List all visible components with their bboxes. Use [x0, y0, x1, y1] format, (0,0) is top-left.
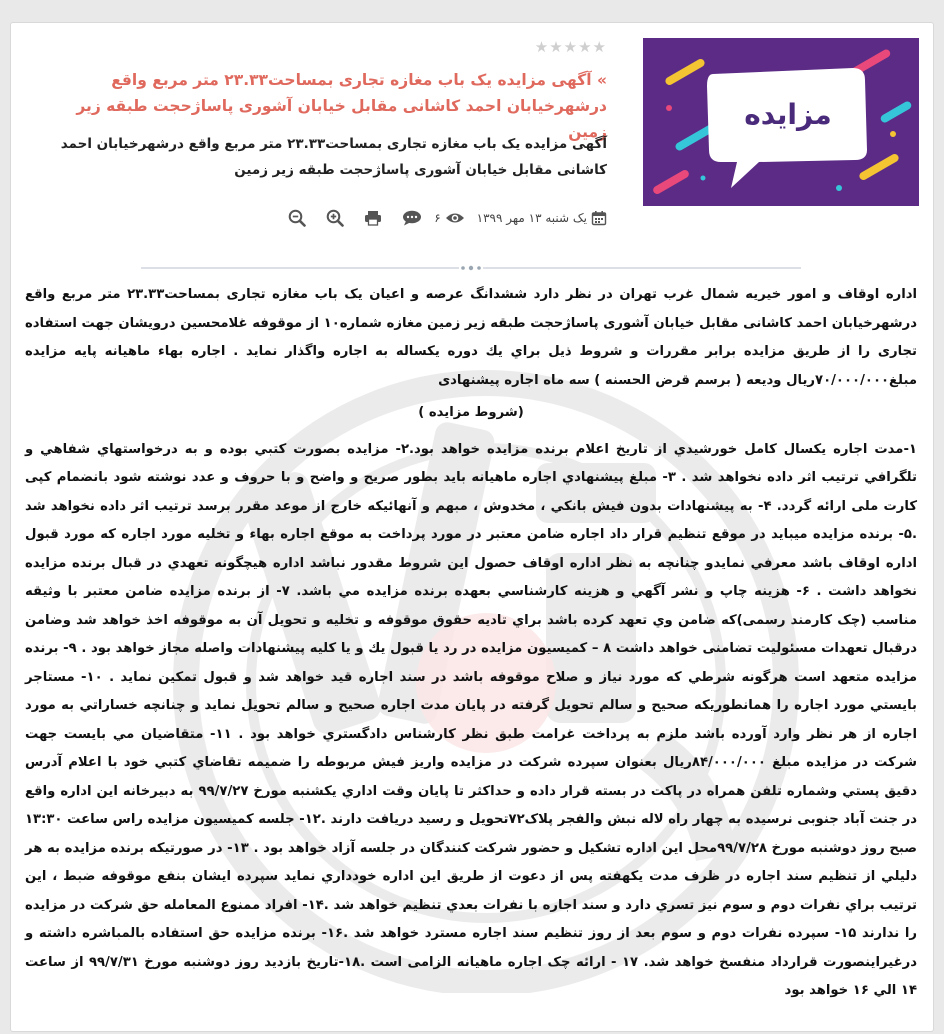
- comments-button[interactable]: [402, 210, 422, 226]
- thumbnail-label: مزایده: [744, 98, 832, 131]
- article-body: [25, 281, 917, 1006]
- auction-thumbnail[interactable]: [643, 38, 919, 206]
- zoom-out-button[interactable]: [288, 209, 306, 227]
- conditions-heading: (شروط مزايده ): [418, 405, 524, 420]
- print-button[interactable]: [364, 210, 382, 226]
- article-summary: آگهی مزایده یک باب مغازه تجاری بمساحت۲۳.۳۳ متر مربع واقع درشهرخیابان احمد کاشانی مقابل خیابان آشوری پاساژحجت طبقه زیر زمین: [60, 136, 607, 178]
- comment-bubble-icon: [402, 210, 422, 226]
- article-meta-bar: [187, 203, 607, 233]
- news-card: [10, 22, 934, 1032]
- views-item: [434, 211, 464, 225]
- zoom-out-icon: [288, 209, 306, 227]
- date-item: [477, 210, 607, 226]
- auction-conditions: ۱-مدت اجاره يكسال كامل خورشيدي از تاريخ اعلام برنده مزايده خواهد بود.۲- مزايده بصورت كتبي بوده و به درخواستهاي شفاهي و تلگرافي ترتيب اثر داده نخواهد شد . ۳- مبلغ پيشنهادي اجاره ماهيانه بايد بطور صريح و واضح و با حروف و عدد نوشته شود بانضمام کپی کارت ملی ارائه گردد. ۴- به پيشنهادات بدون فيش بانكي ، مخدوش ، مبهم و آنهائيكه خارج از موعد مقرر برسد ترتيب اثر داده نخواهد شد .۵- برنده مزايده ميبايد در موقع تنظيم قرار داد اجاره ضامن معتبر در مورد پرداخت به موقع اجاره بهاء و تخليه مورد اجاره كه مورد قبول اداره اوقاف باشد معرفي نمايدو چنانچه به نظر اداره اوقاف حصول اين شروط مقدور نباشد اداره هيچگونه تعهدي در قبال برنده مزايده نخواهد داشت . ۶- هزينه چاپ و نشر آگهي و هزينه كارشناسي بعهده برنده مزايده مي باشد. ۷- از برنده مزايده ضامن معتبر با وثيقه مناسب (چک کارمند رسمی)كه ضامن وي تعهد كرده باشد براي تاديه حقوق موقوفه و تخليه و تحويل آن به موقوفه اخذ خواهد شد وضامن درقبال تعهدات مسئولیت تضامنی خواهد داشت ۸ – كميسيون مزايده در رد يا قبول يك و يا كليه پيشنهادات واصله مجاز خواهد بود . ۹- برنده مزايده متعهد است هرگونه شرطي كه مورد نياز و صلاح موقوفه باشد در سند اجاره قيد خواهد شد و قبول تمكين نمايد . ۱۰- مستاجر بايستي مورد اجاره را همانطوريكه صحيح و سالم تحويل گرفته در پايان مدت اجاره صحيح و سالم تحويل نمايد و چنانچه خساراتي به مورد اجاره از هر نظر وارد آورده باشد ملزم به پرداخت غرامت طبق نظر كارشناس دادگستري خواهد بود . ۱۱- متقاضيان مي بايست جهت شركت در مزايده مبلغ ۸۴/۰۰۰/۰۰۰ریال بعنوان سپرده شركت در مزايده واريز فيش مربوطه را ضميمه تقاضاي كتبي خود با اعلام آدرس دقيق پستي وشماره تلفن همراه در پاكت در بسته قرار داده و حداكثر تا پايان وقت اداري یکشنبه مورخ ۹۹/۷/۲۷ به دبيرخانه اين اداره واقع در جنت آباد جنوبی نرسیده به چهار راه لاله نبش والفجر پلاک۷۲تحويل و رسيد دريافت دارند .۱۲- جلسه كميسيون مزايده راس ساعت ۱۳:۳۰ صبح روز دوشنبه مورخ ۹۹/۷/۲۸محل اين اداره تشكيل و حضور شركت كنندگان در جلسه آزاد خواهد بود . ۱۳- در صورتيكه برنده مزايده به هر دليلي از تنظيم سند اجاره در ظرف مدت يكهفته پس از دعوت از طريق اين اداره خودداري نمايد سپرده ايشان بنفع موقوفه ضبط ، اين ترتيب براي نفرات دوم و سوم نيز تسري دارد و سند اجاره با نفرات بعدي تنظيم خواهد شد .۱۴- افراد ممنوع المعامله حق شركت در مزايده را ندارند ۱۵- سپرده نفرات دوم و سوم بعد از روز تنظيم سند اجاره مسترد خواهد شد .۱۶- برنده مزایده حق استفاده بالمباشره داشته و درغیراینصورت قرارداد منفسخ خواهد شد. ۱۷ - ارائه چک اجاره ماهیانه الزامی است .۱۸-تاریخ بازدید روز دوشنبه مورخ ۹۹/۷/۳۱ از ساعت ۱۴ الي ۱۶ خواهد بود: [25, 441, 918, 998]
- calendar-icon: [591, 210, 607, 226]
- view-count: ۶: [434, 211, 441, 225]
- publish-date: یک شنبه ۱۳ مهر ۱۳۹۹: [476, 211, 587, 225]
- zoom-in-icon: [326, 209, 344, 227]
- eye-icon: [445, 211, 465, 225]
- print-icon: [364, 210, 382, 226]
- rating-stars[interactable]: ★★★★★: [534, 38, 607, 56]
- article-intro: اداره اوقاف و امور خيريه شمال غرب تهران در نظر دارد ششدانگ عرصه و اعيان یک باب مغازه تجاری بمساحت۲۳.۳۳ متر مربع واقع درشهرخیابان احمد کاشانی مقابل خیابان آشوری پاساژحجت طبقه زیر زمین مغازه شماره۱۰ از موقوفه غلامحسین درویشان جهت استفاده تجاری را از طريق مزايده برابر مقررات و شروط ذيل براي يك دوره يكساله به اجاره واگذار نمايد . اجاره بهاء ماهیانه پایه مزایده مبلغ۷۰/۰۰۰/۰۰۰ریال وديعه ( برسم قرض الحسنه ) سه ماه اجاره پیشنهادی: [25, 287, 917, 388]
- section-divider: [141, 263, 801, 273]
- zoom-in-button[interactable]: [326, 209, 344, 227]
- article-headline-link[interactable]: » آگهی مزایده یک باب مغازه تجاری بمساحت۲۳.۳۳ متر مربع واقع درشهرخیابان احمد کاشانی مقابل خیابان آشوری پاساژحجت طبقه زیر زمین: [76, 71, 607, 141]
